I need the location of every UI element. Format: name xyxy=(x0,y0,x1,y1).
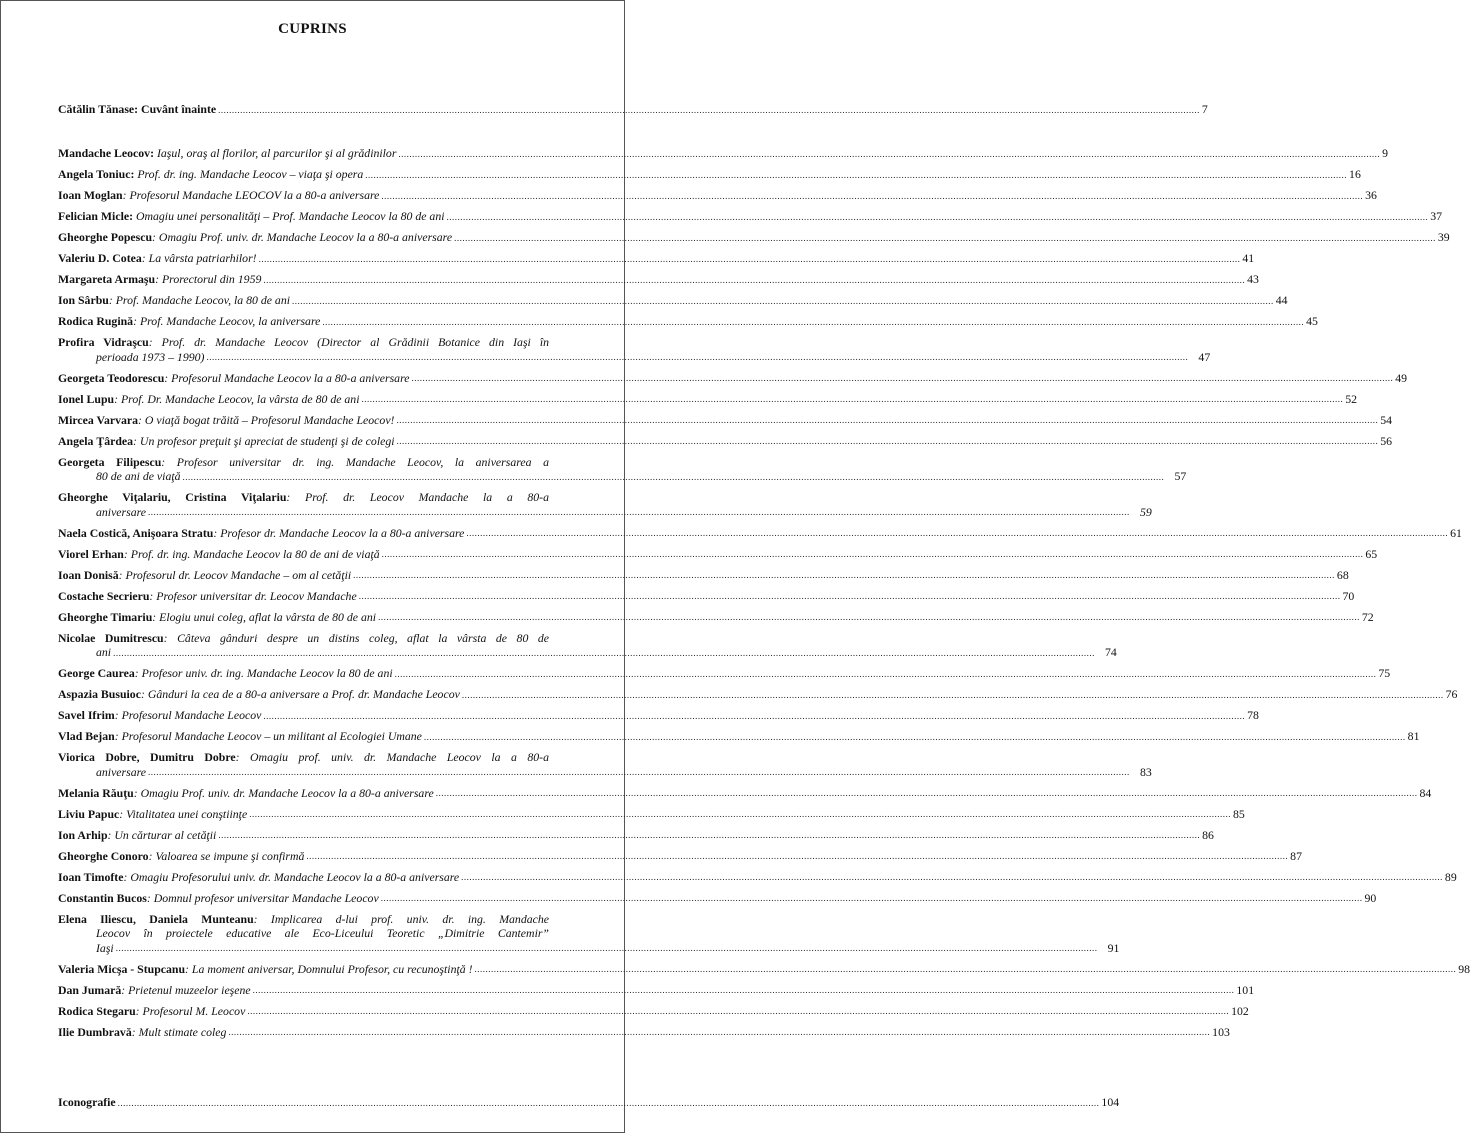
entry-page-number: 91 xyxy=(1107,940,1120,955)
toc-entry-line xyxy=(58,645,1117,660)
entry-title-continuation: 80 de ani de viaţă xyxy=(96,469,181,483)
entry-page-number: 45 xyxy=(1306,314,1318,328)
toc-entry xyxy=(58,911,1120,956)
toc-entry xyxy=(58,102,1208,117)
toc-entry-text xyxy=(58,1004,245,1019)
toc-entry-line xyxy=(58,469,1187,484)
entry-author: Savel Ifrim xyxy=(58,708,115,722)
entry-author: Nicolae Dumitrescu xyxy=(58,630,164,645)
entry-page-number: 84 xyxy=(1419,785,1432,800)
entry-title: : La moment aniversar, Domnului Profesor, cu recunoştinţă ! xyxy=(185,961,473,976)
entry-author: Vlad Bejan xyxy=(58,729,115,743)
entry-title: : Vitalitatea unei conştiinţe xyxy=(119,806,248,821)
dot-leader xyxy=(424,730,1406,744)
toc-entry-line xyxy=(58,827,1214,843)
toc-entry-line xyxy=(58,251,1255,266)
entry-author: Mandache Leocov: xyxy=(58,146,154,160)
toc-entry xyxy=(58,167,1361,182)
entry-page-number: 78 xyxy=(1247,708,1259,722)
toc-entry xyxy=(58,272,1259,287)
entry-page-number: 101 xyxy=(1236,982,1255,997)
toc-entry-line xyxy=(58,848,1302,864)
entry-title: : La vârsta patriarhilor! xyxy=(141,251,257,265)
entry-title: : Prof. dr. Mandache Leocov (Director al Grădinii Botanice din Iaşi în xyxy=(148,335,549,349)
entry-page-number: 7 xyxy=(1201,102,1208,116)
dot-leader xyxy=(218,103,1200,117)
dot-leader xyxy=(411,371,1393,385)
toc-entry-text xyxy=(58,230,452,245)
entry-title: : Profesorul Mandache Leocov xyxy=(114,708,262,722)
toc-entry-line xyxy=(58,525,1462,541)
entry-title: : Elogiu unui coleg, aflat la vârsta de 80 de ani xyxy=(152,609,377,624)
toc-entry-text xyxy=(58,188,379,203)
dot-leader xyxy=(462,688,1444,702)
entry-page-number: 52 xyxy=(1345,391,1358,406)
entry-page-number: 75 xyxy=(1378,666,1391,680)
toc-entry xyxy=(58,869,1457,885)
entry-page-number: 56 xyxy=(1380,433,1393,448)
entry-title-continuation: ani xyxy=(96,645,112,659)
entry-author: Ioan Moglan xyxy=(58,188,123,202)
entry-title: : Prorectorul din 1959 xyxy=(155,272,262,286)
dot-leader xyxy=(397,434,1379,448)
toc-entry xyxy=(58,251,1255,266)
dot-leader xyxy=(148,505,1130,519)
entry-author: Mircea Varvara xyxy=(58,412,139,427)
entry-author: Dan Jumară xyxy=(58,982,122,997)
dot-leader xyxy=(322,315,1304,329)
toc-iconography xyxy=(58,1095,1120,1110)
entry-title: Iaşul, oraş al florilor, al parcurilor şi al grădinilor xyxy=(156,146,397,160)
entry-title-continuation: aniversare xyxy=(96,504,147,519)
entry-title: : Prof. Mandache Leocov, la 80 de ani xyxy=(108,293,290,307)
toc-entry xyxy=(58,729,1420,744)
entry-page-number: 65 xyxy=(1365,546,1378,561)
toc-entry-text xyxy=(58,568,351,583)
toc-entry-line xyxy=(58,708,1259,723)
entry-author: Viorel Erhan xyxy=(58,546,124,561)
entry-title: Omagiu unei personalităţi – Prof. Mandache Leocov la 80 de ani xyxy=(135,209,445,223)
toc-entry-line xyxy=(58,729,1420,744)
entry-title-continuation: Iaşi xyxy=(96,940,114,955)
toc-entry xyxy=(58,961,1470,977)
entry-title: : Omagiu Prof. univ. dr. Mandache Leocov la a 80-a aniversare xyxy=(152,230,453,244)
entry-title: : Domnul profesor universitar Mandache Leocov xyxy=(146,890,379,905)
entry-title: : Profesorul dr. Leocov Mandache – om al cetăţii xyxy=(118,567,352,582)
entry-page-number: 89 xyxy=(1444,869,1457,884)
toc-entry-text xyxy=(58,983,251,998)
toc-entry-text xyxy=(58,526,464,541)
toc-entry xyxy=(58,848,1302,864)
toc-entry xyxy=(58,391,1358,407)
toc-entry xyxy=(58,454,1187,484)
toc-entry-line xyxy=(58,869,1457,885)
entry-page-number: 85 xyxy=(1232,806,1245,821)
entry-author: Angela Ţârdea xyxy=(58,433,134,448)
toc-entry-text xyxy=(58,146,396,161)
toc-entry-line xyxy=(58,455,571,470)
entry-author: Margareta Armaşu xyxy=(58,272,156,286)
entry-author: Angela Toniuc: xyxy=(58,167,135,181)
toc-entry-line xyxy=(58,167,1361,182)
toc-entry-line xyxy=(58,349,1211,365)
toc-entry xyxy=(58,982,1255,998)
entry-page-number: 59 xyxy=(1139,504,1152,519)
entry-title: : Un cărturar al cetăţii xyxy=(107,827,217,842)
toc-entry-text xyxy=(58,1025,226,1040)
toc-entry-text xyxy=(58,434,395,449)
entry-author: Viorica Dobre, Dumitru Dobre xyxy=(58,750,236,764)
dot-leader xyxy=(183,470,1165,484)
entry-page-number: 98 xyxy=(1458,961,1470,976)
toc-entry xyxy=(58,412,1393,428)
toc-entry xyxy=(58,209,1443,224)
entry-title: : Implicarea d-lui prof. univ. dr. ing. Mandache xyxy=(253,911,549,926)
entry-title: : Omagiu prof. univ. dr. Mandache Leocov la a 80-a xyxy=(235,750,549,764)
toc-entry xyxy=(58,1003,1249,1019)
dot-leader xyxy=(249,807,1231,821)
entry-title: : Prof. dr. ing. Mandache Leocov la 80 de ani de viaţă xyxy=(123,546,380,561)
dot-leader xyxy=(461,870,1443,884)
entry-title-continuation: perioada 1973 – 1990) xyxy=(96,349,205,364)
toc-entry-line xyxy=(58,687,1458,702)
entry-author: Costache Secrieru xyxy=(58,588,150,603)
entry-title: : Câteva gânduri despre un distins coleg, aflat la vârsta de 80 de xyxy=(163,630,549,645)
toc-entry-text xyxy=(58,786,434,801)
dot-leader xyxy=(361,392,1343,406)
dot-leader xyxy=(382,547,1364,561)
entry-page-number: 104 xyxy=(1101,1095,1120,1109)
entry-title-continuation: Leocov în proiectele educative ale Eco-Liceului Teoretic „Dimitrie Cantemir” xyxy=(96,926,549,940)
toc-entry-line xyxy=(58,567,1349,583)
toc-entry-line xyxy=(58,146,1389,161)
entry-author: Ionel Lupu xyxy=(58,391,115,406)
entry-author: Ion Arhip xyxy=(58,827,108,842)
dot-leader xyxy=(206,350,1188,364)
toc-entry xyxy=(58,687,1458,702)
toc-entry xyxy=(58,525,1462,541)
entry-title: : Un profesor preţuit şi apreciat de studenţi şi de colegi xyxy=(133,433,395,448)
entry-page-number: 54 xyxy=(1380,412,1393,427)
entry-title: : Prof. dr. Leocov Mandache la a 80-a xyxy=(286,490,549,504)
toc-entry-text xyxy=(58,371,409,386)
entry-page-number: 103 xyxy=(1212,1024,1230,1039)
toc-entry-line xyxy=(58,209,1443,224)
entry-title: : Omagiu Profesorului univ. dr. Mandache Leocov la a 80-a aniversare xyxy=(123,869,460,884)
toc-entry xyxy=(58,806,1245,822)
dot-leader xyxy=(359,589,1341,603)
toc-entry xyxy=(58,630,1117,660)
toc-entry xyxy=(58,188,1377,203)
toc-entry-line xyxy=(58,982,1255,998)
toc-entry xyxy=(58,230,1450,245)
entry-author: George Caurea xyxy=(58,666,135,680)
dot-leader xyxy=(306,849,1288,863)
toc-entry xyxy=(58,827,1214,843)
entry-title: Prof. dr. ing. Mandache Leocov – viaţa şi opera xyxy=(137,167,364,181)
toc-entry-text xyxy=(58,828,216,843)
toc-entry-text xyxy=(58,729,422,744)
dot-leader xyxy=(259,252,1241,266)
toc-entry-line xyxy=(58,188,1377,203)
toc-entry-text xyxy=(58,314,320,329)
iconography-label: Iconografie xyxy=(58,1095,116,1109)
entry-author: Elena Iliescu, Daniela Munteanu xyxy=(58,911,254,926)
entry-title: : Prof. Dr. Mandache Leocov, la vârsta de 80 de ani xyxy=(114,391,360,406)
dot-leader xyxy=(398,147,1380,161)
entry-page-number: 76 xyxy=(1445,687,1458,701)
toc-entry-line xyxy=(58,370,1407,386)
toc-entry-text xyxy=(58,413,394,428)
entry-title: : Profesorul M. Leocov xyxy=(135,1003,246,1018)
dot-leader xyxy=(378,610,1360,624)
entry-page-number: 41 xyxy=(1242,251,1255,265)
toc-entry-line xyxy=(58,764,1152,780)
dot-leader xyxy=(475,962,1457,976)
toc-entry xyxy=(58,546,1378,562)
toc-entry-line xyxy=(58,433,1393,449)
entry-title: : Profesor universitar dr. Leocov Mandache xyxy=(149,588,357,603)
dot-leader xyxy=(263,709,1245,723)
entry-author: Ioan Timofte xyxy=(58,869,124,884)
entry-page-number: 37 xyxy=(1430,209,1443,223)
toc-entry xyxy=(58,335,1211,364)
toc-entry-line xyxy=(58,890,1377,906)
entry-page-number: 72 xyxy=(1361,609,1374,624)
toc-entry-text xyxy=(58,209,445,224)
entry-author: Gheorghe Conoro xyxy=(58,848,149,863)
toc-entry-line xyxy=(58,230,1450,245)
toc-entry-text xyxy=(58,891,379,906)
toc-entry-line xyxy=(58,588,1355,604)
entry-page-number: 90 xyxy=(1364,890,1377,905)
entry-title: : Gânduri la cea de a 80-a aniversare a Prof. dr. Mandache Leocov xyxy=(140,687,460,701)
toc-entry-text xyxy=(58,610,376,625)
dot-leader xyxy=(116,941,1098,955)
toc-entry-text xyxy=(58,962,473,977)
entry-page-number: 49 xyxy=(1395,370,1407,385)
page-title: CUPRINS xyxy=(278,21,347,37)
entry-title: : Profesorul Mandache LEOCOV la a 80-a aniversare xyxy=(122,188,380,202)
entry-author: Ilie Dumbravă xyxy=(58,1024,132,1039)
entry-page-number: 36 xyxy=(1365,188,1377,202)
dot-leader xyxy=(454,231,1436,245)
toc-entry xyxy=(58,609,1374,625)
entry-author: Cătălin Tănase: xyxy=(58,102,139,116)
dot-leader xyxy=(466,526,1448,540)
toc-intro xyxy=(58,102,1208,123)
dot-leader xyxy=(353,568,1335,582)
dot-leader xyxy=(148,765,1130,779)
entry-page-number: 74 xyxy=(1105,645,1117,659)
entry-author: Valeriu D. Cotea xyxy=(58,251,142,265)
dot-leader xyxy=(253,983,1235,997)
dot-leader xyxy=(292,294,1274,308)
toc-entry-line xyxy=(58,631,571,646)
toc-entry-line xyxy=(58,272,1259,287)
toc-entry-line xyxy=(58,391,1358,407)
toc-entry-text xyxy=(58,666,393,681)
toc-entry xyxy=(58,567,1349,583)
dot-leader xyxy=(381,891,1363,905)
toc-entry-text xyxy=(58,589,357,604)
entry-author: Rodica Rugină xyxy=(58,314,134,328)
toc-entry-text xyxy=(58,807,247,822)
entry-page-number: 102 xyxy=(1231,1003,1249,1018)
entry-page-number: 61 xyxy=(1450,525,1462,540)
toc-entry-text xyxy=(58,392,359,407)
entry-page-number: 16 xyxy=(1349,167,1361,181)
toc-entry xyxy=(58,314,1318,329)
dot-leader xyxy=(381,189,1363,203)
entry-page-number: 83 xyxy=(1139,764,1152,779)
toc-entry-line xyxy=(58,961,1470,977)
dot-leader xyxy=(447,210,1429,224)
toc-entry-text xyxy=(58,293,290,308)
dot-leader xyxy=(396,413,1378,427)
toc-entry-text xyxy=(58,870,459,885)
entry-page-number: 86 xyxy=(1202,827,1214,842)
entry-author: Felician Micle: xyxy=(58,209,134,223)
toc-entry-text xyxy=(58,687,460,702)
dot-leader xyxy=(218,828,1200,842)
toc-entry xyxy=(58,490,1152,519)
entry-author: Gheorghe Timariu xyxy=(58,609,153,624)
entry-page-number: 57 xyxy=(1174,469,1187,483)
toc-entry-line xyxy=(58,335,571,350)
entry-author: Rodica Stegaru xyxy=(58,1003,136,1018)
toc-entry xyxy=(58,890,1377,906)
dot-leader xyxy=(395,667,1377,681)
dot-leader xyxy=(365,168,1347,182)
toc-entry-line xyxy=(58,314,1318,329)
entry-author: Ioan Donisă xyxy=(58,567,119,582)
entry-page-number: 9 xyxy=(1382,146,1389,160)
toc-entry-line xyxy=(58,1095,1120,1110)
toc-entry xyxy=(58,1024,1230,1040)
toc-entry-line xyxy=(58,102,1208,117)
toc-entry-line xyxy=(58,926,571,941)
toc-entry-line xyxy=(58,912,571,927)
entry-title: : Profesorul Mandache Leocov – un militant al Ecologiei Umane xyxy=(114,729,422,743)
toc-entry-line xyxy=(58,785,1432,801)
entry-title: : O viaţă bogat trăită – Profesorul Mandache Leocov! xyxy=(138,412,395,427)
entry-author: Liviu Papuc xyxy=(58,806,120,821)
toc-entry-line xyxy=(58,750,571,765)
entry-page-number: 47 xyxy=(1198,349,1211,364)
toc-entry-line xyxy=(58,806,1245,822)
entry-title-continuation: aniversare xyxy=(96,764,147,779)
toc-entry-text xyxy=(58,849,304,864)
toc-contributions xyxy=(58,146,1470,1046)
toc-entry xyxy=(58,370,1407,386)
toc-entry-line xyxy=(58,609,1374,625)
entry-author: Ion Sârbu xyxy=(58,293,109,307)
entry-author: Constantin Bucos xyxy=(58,890,147,905)
entry-author: Naela Costică, Anişoara Stratu xyxy=(58,525,214,540)
toc-entry xyxy=(58,750,1152,779)
toc-entry-line xyxy=(58,490,571,505)
entry-page-number: 68 xyxy=(1336,567,1349,582)
entry-page-number: 87 xyxy=(1290,848,1302,863)
toc-entry-line xyxy=(58,546,1378,562)
toc-entry-text xyxy=(58,167,363,182)
entry-page-number: 81 xyxy=(1407,729,1420,743)
toc-entry xyxy=(58,785,1432,801)
toc-entry xyxy=(58,146,1389,161)
entry-author: Gheorghe Viţalariu, Cristina Viţalariu xyxy=(58,490,287,504)
entry-author: Valeria Micşa - Stupcanu xyxy=(58,961,186,976)
toc-entry-line xyxy=(58,1024,1230,1040)
entry-title: : Omagiu Prof. univ. dr. Mandache Leocov la a 80-a aniversare xyxy=(133,785,434,800)
dot-leader xyxy=(436,786,1418,800)
dot-leader xyxy=(113,646,1095,660)
entry-title: : Prof. Mandache Leocov, la aniversare xyxy=(133,314,321,328)
entry-title: : Mult stimate coleg xyxy=(131,1024,227,1039)
entry-author: Georgeta Teodorescu xyxy=(58,370,165,385)
entry-page-number: 39 xyxy=(1437,230,1450,244)
toc-entry-text xyxy=(58,251,257,266)
toc-entry-line xyxy=(58,412,1393,428)
toc-entry xyxy=(58,666,1391,681)
toc-entry-text xyxy=(58,547,380,562)
entry-title: : Profesor univ. dr. ing. Mandache Leocov la 80 de ani xyxy=(134,666,393,680)
toc-entry-text xyxy=(58,102,216,117)
dot-leader xyxy=(263,273,1245,287)
entry-page-number: 70 xyxy=(1342,588,1355,603)
entry-author: Profira Vidraşcu xyxy=(58,335,149,349)
dot-leader xyxy=(247,1004,1229,1018)
toc-entry-line xyxy=(58,666,1391,681)
entry-page-number: 44 xyxy=(1275,293,1288,307)
entry-title: : Profesor dr. Mandache Leocov la a 80-a aniversare xyxy=(213,525,465,540)
entry-title: : Profesorul Mandache Leocov la a 80-a aniversare xyxy=(164,370,410,385)
toc-entry-line xyxy=(58,293,1288,308)
dot-leader xyxy=(228,1025,1210,1039)
toc-entry-text xyxy=(58,272,261,287)
toc-entry-text xyxy=(58,708,261,723)
entry-title: : Valoarea se impune şi confirmă xyxy=(148,848,305,863)
entry-author: Georgeta Filipescu xyxy=(58,454,162,469)
toc-entry xyxy=(58,433,1393,449)
toc-entry xyxy=(58,588,1355,604)
dot-leader xyxy=(118,1096,1100,1110)
toc-entry-line xyxy=(58,940,1120,956)
toc-entry-line xyxy=(58,504,1152,520)
toc-entry xyxy=(58,293,1288,308)
entry-author: Aspazia Busuioc xyxy=(58,687,141,701)
entry-title: Cuvânt înainte xyxy=(141,102,217,116)
toc-entry-line xyxy=(58,1003,1249,1019)
toc-entry xyxy=(58,708,1259,723)
entry-author: Melania Răuţu xyxy=(58,785,134,800)
entry-title: : Profesor universitar dr. ing. Mandache Leocov, la aniversarea a xyxy=(161,454,549,469)
entry-author: Gheorghe Popescu xyxy=(58,230,153,244)
entry-title: : Prietenul muzeelor ieşene xyxy=(121,982,251,997)
entry-page-number: 43 xyxy=(1247,272,1259,286)
